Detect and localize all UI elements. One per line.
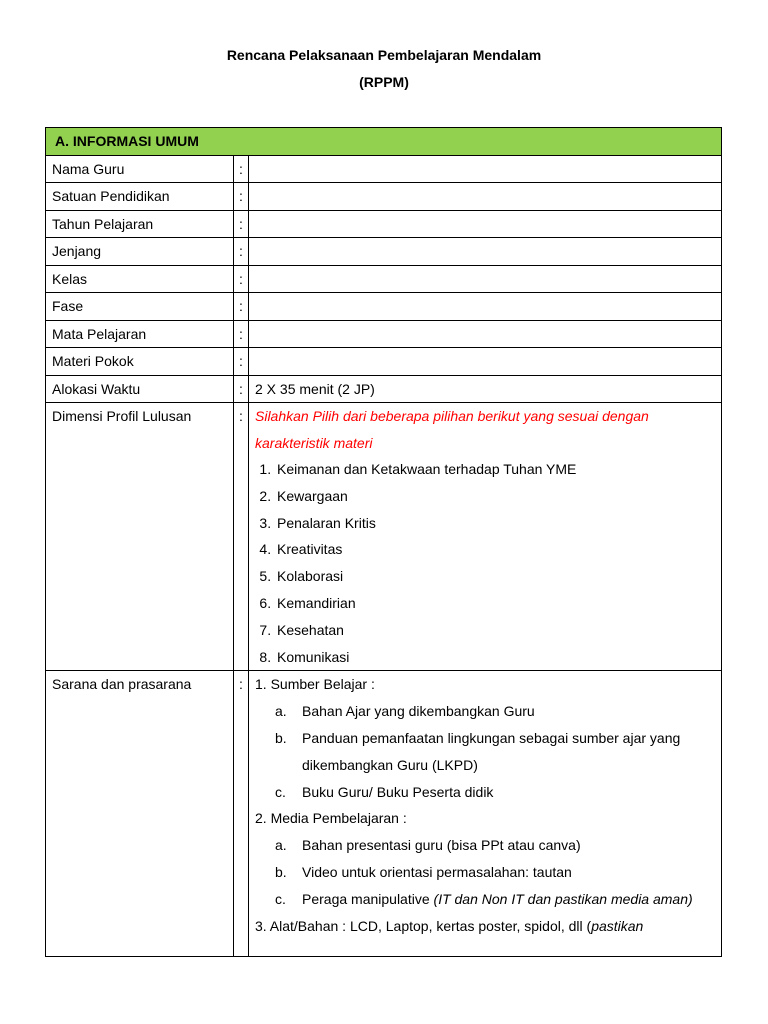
table-row: [46, 210, 722, 238]
row-label-fase: Fase: [46, 293, 234, 321]
list-marker: c.: [275, 890, 286, 907]
value-satuan-pendidikan[interactable]: [249, 183, 722, 211]
table-row: [46, 403, 722, 671]
row-label-nama-guru: Nama Guru: [46, 155, 234, 183]
table-row: [46, 320, 722, 348]
list-item: [275, 698, 715, 725]
document-subtitle: (RPPM): [359, 74, 409, 90]
alat-bahan-text: 3. Alat/Bahan : LCD, Laptop, kertas poster, spidol, dll (: [255, 917, 592, 934]
list-item: [275, 725, 715, 779]
dimensi-list: [255, 456, 715, 670]
colon-separator: :: [234, 375, 249, 403]
value-mata-pelajaran[interactable]: [249, 320, 722, 348]
value-materi-pokok[interactable]: [249, 348, 722, 376]
colon-separator: :: [234, 293, 249, 321]
document-title: Rencana Pelaksanaan Pembelajaran Mendalam: [226, 47, 542, 63]
list-item: 5. Kolaborasi: [275, 563, 715, 590]
alat-bahan-line: [255, 913, 715, 940]
colon-separator: :: [234, 403, 249, 671]
list-item: 4. Kreativitas: [275, 536, 715, 563]
list-item-text: Video untuk orientasi permasalahan: tautan: [302, 863, 572, 880]
list-item: 1. Keimanan dan Ketakwaan terhadap Tuhan YME: [275, 456, 715, 483]
list-item-text: Buku Guru/ Buku Peserta didik: [302, 783, 494, 800]
list-item-text: Panduan pemanfaatan lingkungan sebagai sumber ajar yang dikembangkan Guru (LKPD): [302, 729, 681, 773]
colon-separator: :: [234, 183, 249, 211]
list-item: 2. Kewargaan: [275, 483, 715, 510]
informasi-umum-table: [45, 127, 722, 957]
value-tahun-pelajaran[interactable]: [249, 210, 722, 238]
list-marker: b.: [275, 863, 287, 880]
colon-separator: :: [234, 265, 249, 293]
media-pembelajaran-heading: 2. Media Pembelajaran :: [255, 810, 407, 827]
table-row: [46, 155, 722, 183]
list-item: 7. Kesehatan: [275, 617, 715, 644]
list-item: 3. Penalaran Kritis: [275, 510, 715, 537]
table-row: [46, 265, 722, 293]
list-marker: b.: [275, 729, 287, 746]
colon-separator: :: [234, 671, 249, 957]
value-nama-guru[interactable]: [249, 155, 722, 183]
colon-separator: :: [234, 348, 249, 376]
list-item: 6. Kemandirian: [275, 590, 715, 617]
list-item-text: Bahan presentasi guru (bisa PPt atau canva): [302, 837, 581, 854]
value-fase[interactable]: [249, 293, 722, 321]
colon-separator: :: [234, 238, 249, 266]
section-heading: A. INFORMASI UMUM: [46, 128, 722, 156]
row-label-tahun-pelajaran: Tahun Pelajaran: [46, 210, 234, 238]
row-label-dimensi-profil-lulusan: Dimensi Profil Lulusan: [46, 403, 234, 671]
colon-separator: :: [234, 155, 249, 183]
instruction-note: Silahkan Pilih dari beberapa pilihan berikut yang sesuai dengan karakteristik materi: [255, 408, 649, 451]
row-label-satuan-pendidikan: Satuan Pendidikan: [46, 183, 234, 211]
colon-separator: :: [234, 210, 249, 238]
sumber-belajar-heading: 1. Sumber Belajar :: [255, 676, 375, 693]
sumber-belajar-list: [255, 698, 715, 805]
list-item-text: Peraga manipulative: [302, 890, 434, 907]
value-jenjang[interactable]: [249, 238, 722, 266]
table-row: [46, 238, 722, 266]
row-label-materi-pokok: Materi Pokok: [46, 348, 234, 376]
list-item: [275, 779, 715, 806]
row-label-sarana-prasarana: Sarana dan prasarana: [46, 671, 234, 957]
list-item: [275, 832, 715, 859]
list-item-note: (IT dan Non IT dan pastikan media aman): [433, 890, 693, 907]
value-kelas[interactable]: [249, 265, 722, 293]
table-row: [46, 183, 722, 211]
colon-separator: :: [234, 320, 249, 348]
media-pembelajaran-list: [255, 832, 715, 912]
value-alokasi-waktu[interactable]: 2 X 35 menit (2 JP): [249, 375, 722, 403]
table-row: [46, 348, 722, 376]
list-item-text: Bahan Ajar yang dikembangkan Guru: [302, 703, 535, 720]
list-marker: c.: [275, 783, 286, 800]
list-marker: a.: [275, 703, 287, 720]
list-marker: a.: [275, 837, 287, 854]
row-label-jenjang: Jenjang: [46, 238, 234, 266]
section-header-row: [46, 128, 722, 156]
table-row: [46, 671, 722, 957]
list-item: 8. Komunikasi: [275, 644, 715, 671]
table-row: [46, 293, 722, 321]
alat-bahan-note: pastikan: [591, 917, 644, 934]
table-row: [46, 375, 722, 403]
list-item: [275, 886, 715, 913]
value-dimensi-profil-lulusan[interactable]: [249, 403, 722, 671]
row-label-alokasi-waktu: Alokasi Waktu: [46, 375, 234, 403]
list-item: [275, 859, 715, 886]
row-label-kelas: Kelas: [46, 265, 234, 293]
value-sarana-prasarana[interactable]: [249, 671, 722, 957]
row-label-mata-pelajaran: Mata Pelajaran: [46, 320, 234, 348]
